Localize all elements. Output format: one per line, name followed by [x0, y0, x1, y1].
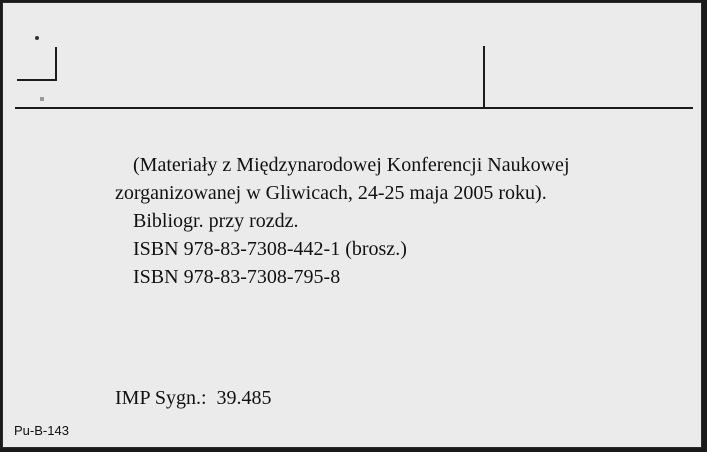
conference-note: (Materiały z Międzynarodowej Konferencji Naukowej zorganizowanej w Gliwicach, 24-25 maja 2005 roku). [115, 154, 570, 204]
tick-mark [40, 97, 44, 101]
punch-dot [35, 36, 39, 40]
isbn-line-2: ISBN 978-83-7308-795-8 [133, 266, 341, 288]
isbn-line-1: ISBN 978-83-7308-442-1 (brosz.) [133, 238, 407, 260]
signature-line: IMP Sygn.: 39.485 [115, 387, 272, 409]
corner-bracket-mark [17, 47, 57, 81]
bibliography-note: Bibliogr. przy rozdz. [133, 210, 299, 232]
vertical-rule [483, 46, 485, 108]
catalog-card [2, 2, 702, 448]
card-body-text [115, 151, 675, 291]
call-number: Pu-B-143 [14, 423, 69, 438]
horizontal-rule [15, 107, 693, 109]
